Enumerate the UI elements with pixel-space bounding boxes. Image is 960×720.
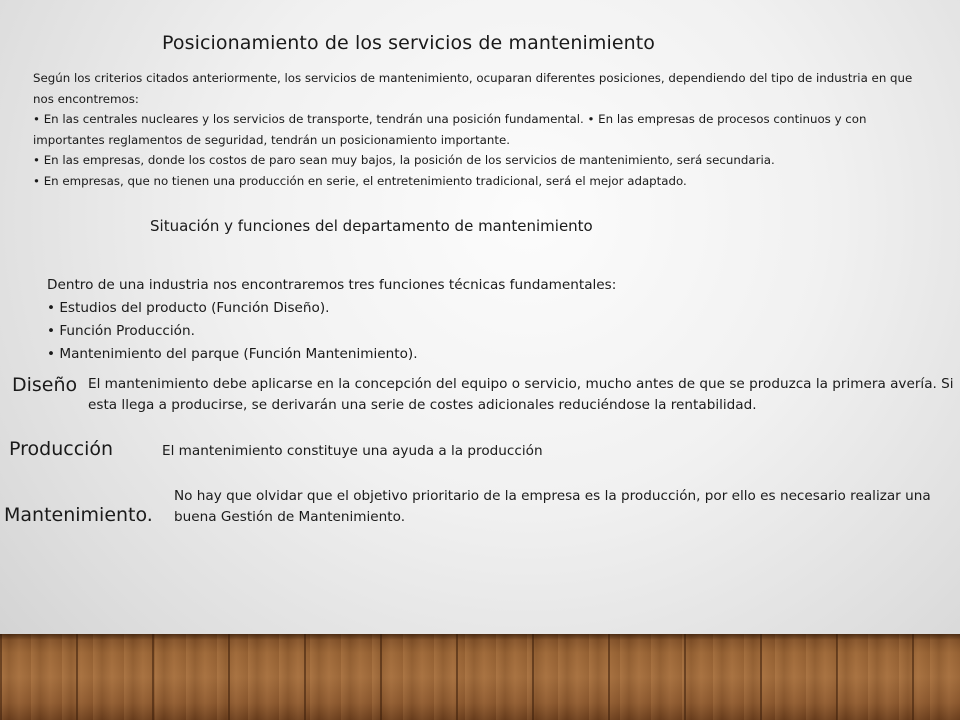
text-diseno: El mantenimiento debe aplicarse en la concepción del equipo o servicio, mucho antes de que se produzca la primera avería. Si esta llega a producirse, se derivarán una serie de costes adicionales reduciéndose la rentabilidad. <box>88 376 954 413</box>
section-subtitle: Situación y funciones del departamento de mantenimiento <box>150 217 593 235</box>
intro-line-3: • En empresas, que no tienen una producción en serie, el entretenimiento tradicional, será el mejor adaptado. <box>33 173 687 188</box>
text-mantenimiento: No hay que olvidar que el objetivo prioritario de la empresa es la producción, por ello es necesario realizar una buena Gestión de Mantenimiento. <box>174 488 931 525</box>
list-item: • Mantenimiento del parque (Función Mantenimiento). <box>47 346 418 362</box>
label-mantenimiento: Mantenimiento. <box>4 504 153 526</box>
slide-title: Posicionamiento de los servicios de mantenimiento <box>162 32 656 54</box>
list-item: • Estudios del producto (Función Diseño). <box>47 300 330 316</box>
intro-paragraph <box>33 68 913 191</box>
text-produccion: El mantenimiento constituye una ayuda a la producción <box>162 443 543 459</box>
wooden-floor-decoration <box>0 634 960 720</box>
label-diseno: Diseño <box>12 374 78 396</box>
intro-line-2: • En las empresas, donde los costos de paro sean muy bajos, la posición de los servicios de mantenimiento, será secundaria. <box>33 153 775 167</box>
intro-line-1: • En las centrales nucleares y los servicios de transporte, tendrán una posición fundamental. • En las empresas de procesos continuos y con importantes reglamentos de seguridad, tendrán un posicionamiento importante. <box>33 112 867 147</box>
list-item: • Función Producción. <box>47 323 195 339</box>
functions-list <box>47 297 747 366</box>
functions-lead: Dentro de una industria nos encontraremos tres funciones técnicas fundamentales: <box>47 277 617 293</box>
intro-lead: Según los criterios citados anteriormente, los servicios de mantenimiento, ocuparan diferentes posiciones, dependiendo del tipo de industria en que nos encontremos: <box>33 71 913 106</box>
functions-block <box>47 274 747 366</box>
label-produccion: Producción <box>9 438 114 460</box>
